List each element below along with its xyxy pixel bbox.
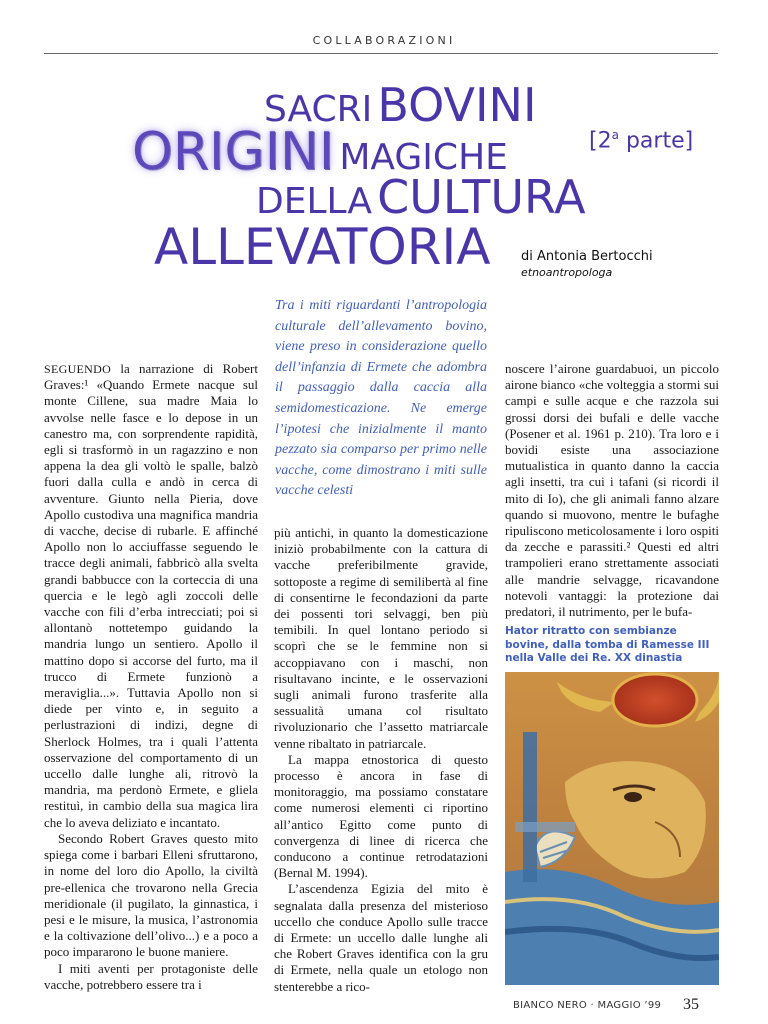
- title-word-della: DELLA: [256, 181, 373, 222]
- drop-lead-word: SEGUENDO: [44, 362, 112, 376]
- body-column-1: [44, 361, 258, 993]
- footer-magazine: BIANCO NERO · MAGGIO ’99: [513, 1000, 662, 1011]
- body-column-2: [274, 525, 488, 995]
- lead-paragraph: Tra i miti riguardanti l’antropologia culturale dell’allevamento bovino, viene preso in considerazione quello dell’infanzia di Ermete che adombra il passaggio dalla caccia alla semidomesticazione. Ne emerge l’ipotesi che inizialmente il manto pezzato sia comparso per primo nelle vacche, come dimostrano i miti sulle vacche celesti: [275, 298, 487, 499]
- title-line-3: [256, 170, 586, 224]
- title-word-magiche: MAGICHE: [339, 137, 508, 178]
- paragraph: più antichi, in quanto la domesticazione iniziò probabilmente con la cattura di vacche preferibilmente gravide, sottoposte a regime di semilibertà al fine di consentirne le fecondazioni da parte dei possenti tori selvaggi, ben più temibili. In quel lontano periodo si scoprì che se le femmine non si accoppiavano con i maschi, non risultavano incinte, e le osservazioni sugli animali furono trasferite alla sessualità umana col risultato rivoluzionario che l’assetto matriarcale venne ribaltato in patriarcale.: [274, 525, 488, 751]
- author-name: di Antonia Bertocchi: [521, 249, 653, 264]
- top-rule: [44, 53, 718, 54]
- title-word-origini: ORIGINI: [132, 122, 335, 182]
- title-line-4: [154, 218, 491, 276]
- body-column-3: [505, 361, 719, 620]
- part-superscript: a: [611, 128, 619, 142]
- section-label: COLLABORAZIONI: [312, 34, 456, 47]
- paragraph: I miti aventi per protagoniste delle vacche, potrebbero essere tra i: [44, 960, 258, 992]
- page-number: 35: [683, 996, 699, 1013]
- image-caption: Hator ritratto con sembianze bovine, dalla tomba di Ramesse III nella Valle dei Re. XX dinastia: [505, 625, 710, 664]
- author-role: etnoantropologa: [521, 266, 613, 279]
- paragraph: [44, 361, 258, 831]
- paragraph: La mappa etnostorica di questo processo è ancora in fase di monitoraggio, ma possiamo constatare come numerosi elementi ci riportino all’antico Egitto come punto di convergenza di linee di ricerca che conducono a continue retrodatazioni (Bernal M. 1994).: [274, 751, 488, 881]
- title-word-sacri: SACRI: [264, 89, 373, 130]
- title-word-bovini: BOVINI: [377, 78, 537, 132]
- paragraph: L’ascendenza Egizia del mito è segnalata dalla presenza del misterioso uccello che conduce Apollo sulle tracce di Ermete: un uccello dalle lunghe ali che Robert Graves identifica con la gru di Ermete, nella quale un etologo non stenterebbe a rico-: [274, 881, 488, 994]
- hator-painting: [505, 672, 719, 985]
- paragraph-text: la narrazione di Robert Graves:¹ «Quando Ermete nacque sul monte Cillene, sua madre Maia lo avvolse nelle fasce e lo depose in un canestro ma, con sorprendente rapidità, egli si trasformò in un ragazzino e non appena la dea gli voltò le spalle, balzò fuori dalla culla e andò in cerca di avventure. Giunto nella Pieria, dove Apollo custodiva una magnifica mandria di vacche, decise di rubarle. E affinché Apollo non lo acciuffasse seguendo le tracce degli animali, fabbricò alla svelta grandi babbucce con la corteccia di una quercia e le legò agli zoccoli delle vacche con fili d’erba intrecciati; poi si allontanò nottetempo guidando la mandria lungo un sentiero. Apollo il mattino dopo si accorse del furto, ma il trucco di Ermete funzionò a meraviglia...». Tuttavia Apollo non si diede per vinto e, in seguito a perlustrazioni di indizi, degne di Sherlock Holmes, tra i quali l’attenta osservazione del comportamento di un uccello dalle lunghe ali, ritrovò la mandria, ma perdonò Ermete, e gliela restituì, in cambio della sua magica lira che lo aveva deliziato e incantato.: [44, 361, 258, 830]
- title-word-cultura: CULTURA: [377, 170, 586, 224]
- hator-painting-illustration: [505, 672, 719, 985]
- paragraph: Secondo Robert Graves questo mito spiega come i barbari Elleni sfruttarono, in nome del loro dio Apollo, la civiltà pre-ellenica che trovarono nella Grecia meridionale (il pugilato, la ginnastica, i pesi e le misure, la musica, l’astronomia e la coltivazione dell’olivo...) e a poco a poco impararono le buone maniere.: [44, 830, 258, 960]
- title-word-allevatoria: ALLEVATORIA: [154, 218, 491, 276]
- paragraph: noscere l’airone guardabuoi, un piccolo airone bianco «che volteggia a stormi sui campi e sulle acque e che razzola sui grossi dorsi dei bufali e delle vacche (Posener et al. 1961 p. 210). Tra loro e i bovidi esiste una associazione mutualistica in quanto danno la caccia agli insetti, tra cui i tafani (si ricordi il mito di Io), che gli animali fanno alzare quando si muovono, mentre le bufaghe ripuliscono meticolosamente i loro ospiti da zecche e parassiti.² Questi ed altri trampolieri erano strettamente associati alle mandrie selvagge, ricavandone notevoli vantaggi: la protezione dai predatori, il nutrimento, per le bufa-: [505, 361, 719, 620]
- part-suffix: parte]: [618, 128, 694, 154]
- part-label: [589, 128, 693, 153]
- part-prefix: [2: [589, 128, 612, 154]
